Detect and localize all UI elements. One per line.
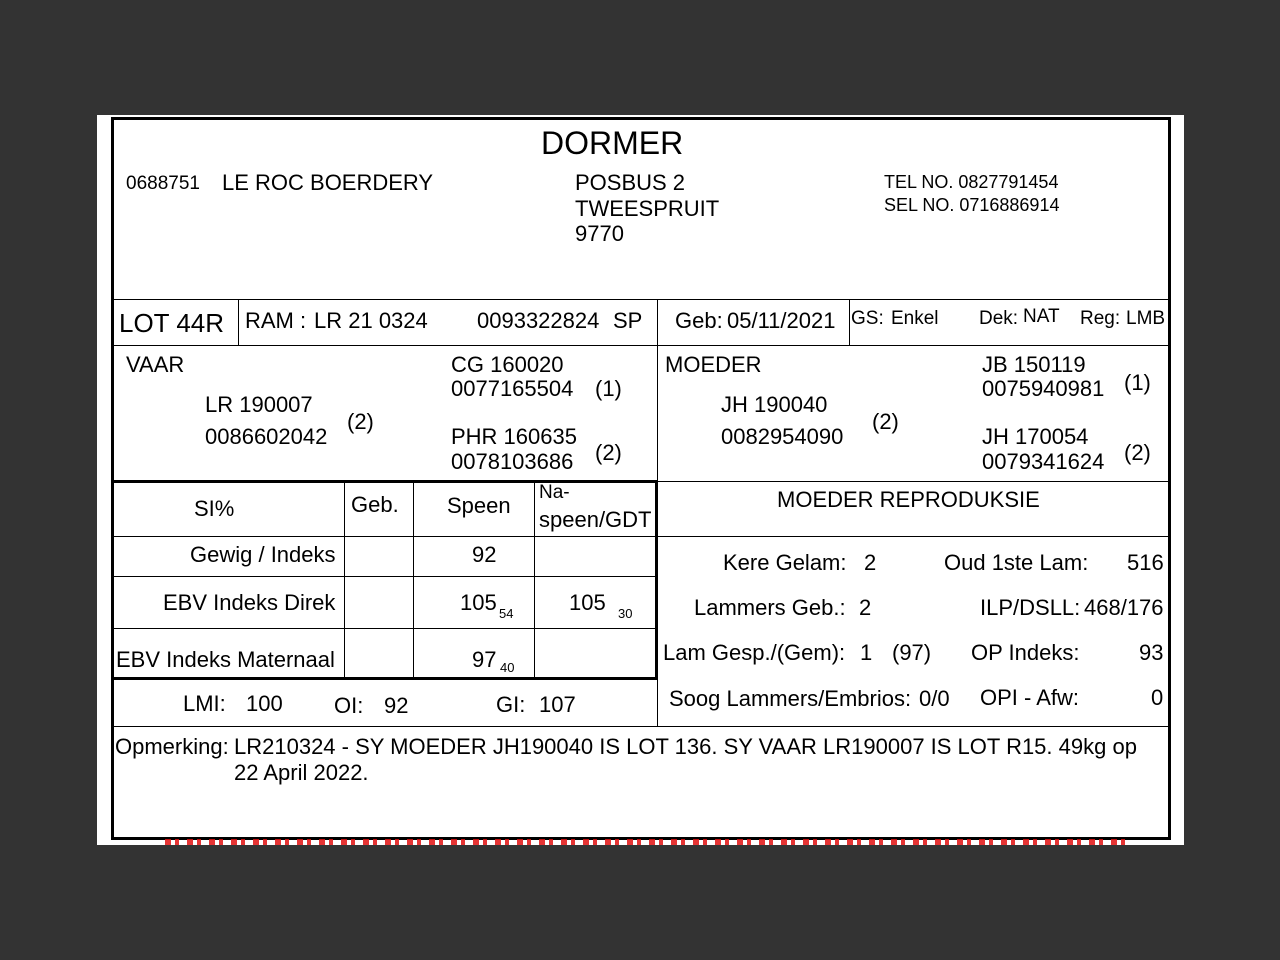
lam-gesp-label: Lam Gesp./(Gem): [663,640,846,665]
divider [238,299,239,345]
lammers-geb-label: Lammers Geb.: [694,595,846,620]
oi-label: OI: [334,693,364,718]
owner-address-1: POSBUS 2 [575,170,686,195]
vaar-mark: (2) [347,409,374,434]
divider [111,726,1171,727]
oud-label: Oud 1ste Lam: [944,550,1089,575]
oud-value: 516 [1127,550,1164,575]
remark-label: Opmerking: [115,734,229,759]
remark-line-2: 22 April 2022. [234,760,369,785]
divider [657,299,658,481]
row-label-ebv-maternaal: EBV Indeks Maternaal [116,647,335,672]
row-gewig-speen: 92 [472,542,497,567]
opi-label: OPI - Afw: [980,685,1080,710]
moeder-dam-id: JH 170054 [982,424,1089,449]
ram-id: LR 21 0324 [314,308,428,333]
si-table-right [655,481,658,678]
row-ebv-maternaal-speen: 97 [472,647,497,672]
vaar-id: LR 190007 [205,392,313,417]
divider [534,481,535,678]
lmi-label: LMI: [183,691,226,716]
remark-line-1: LR210324 - SY MOEDER JH190040 IS LOT 136. SY VAAR LR190007 IS LOT R15. 49kg op [234,734,1137,759]
moeder-mark: (2) [872,409,899,434]
ilp-label: ILP/DSLL: [980,595,1081,620]
divider [344,481,345,678]
moeder-label: MOEDER [665,352,762,377]
gs-label: GS: [851,308,884,329]
lam-gesp-gem: (97) [892,640,932,665]
geb-label: Geb: [675,308,723,333]
vaar-dam-mark: (2) [595,440,622,465]
reg-value: LMB [1126,308,1166,329]
moeder-id: JH 190040 [721,392,828,417]
soog-value: 0/0 [919,686,950,711]
si-header: SI% [194,496,235,521]
moeder-sire-number: 0075940981 [982,376,1105,401]
moeder-dam-mark: (2) [1124,440,1151,465]
reg-label: Reg: [1080,308,1121,329]
owner-tel: TEL NO. 0827791454 [884,172,1059,192]
owner-sel: SEL NO. 0716886914 [884,195,1060,215]
frame-left [111,117,114,840]
frame-top [111,117,1171,120]
si-table-bottom [111,677,658,680]
vaar-number: 0086602042 [205,424,328,449]
gs-value: Enkel [891,308,939,329]
row-ebv-direk-speen-sub: 54 [499,606,514,621]
owner-name: LE ROC BOERDERY [222,170,434,195]
moeder-sire-id: JB 150119 [982,352,1086,377]
gi-value: 107 [539,692,576,717]
owner-number: 0688751 [126,173,200,194]
moeder-number: 0082954090 [721,424,844,449]
breed-title: DORMER [541,125,684,161]
divider [658,481,1171,482]
divider [657,678,658,727]
reproduction-title: MOEDER REPRODUKSIE [777,487,1040,512]
naspeen-header-2: speen/GDT [539,507,652,532]
ram-sp: SP [613,308,643,333]
lot-card [97,115,1184,845]
divider [111,299,1171,300]
speen-header: Speen [447,493,511,518]
owner-address-3: 9770 [575,221,624,246]
kere-gelam-label: Kere Gelam: [723,550,847,575]
ram-id-number: 0093322824 [477,308,600,333]
row-ebv-direk-naspeen: 105 [569,590,606,615]
row-label-ebv-direk: EBV Indeks Direk [163,590,336,615]
vaar-sire-number: 0077165504 [451,376,574,401]
row-ebv-maternaal-speen-sub: 40 [500,660,515,675]
moeder-dam-number: 0079341624 [982,449,1105,474]
vaar-dam-id: PHR 160635 [451,424,577,449]
op-indeks-value: 93 [1139,640,1164,665]
lammers-geb-value: 2 [859,595,872,620]
si-table-top [111,480,658,483]
oi-value: 92 [384,693,409,718]
gi-label: GI: [496,692,526,717]
divider [111,576,657,577]
row-ebv-direk-naspeen-sub: 30 [618,606,633,621]
lot-number: LOT 44R [119,308,225,338]
frame-right [1168,117,1171,840]
dek-value: NAT [1023,306,1060,327]
divider [111,536,1171,537]
ilp-value: 468/176 [1084,595,1164,620]
ram-label: RAM : [245,308,307,333]
vaar-sire-mark: (1) [595,376,622,401]
row-label-gewig: Gewig / Indeks [190,542,336,567]
lam-gesp-value: 1 [860,640,873,665]
owner-address-2: TWEESPRUIT [575,196,720,221]
vaar-label: VAAR [126,352,185,377]
divider [413,481,414,678]
op-indeks-label: OP Indeks: [971,640,1080,665]
kere-gelam-value: 2 [864,550,877,575]
moeder-sire-mark: (1) [1124,370,1151,395]
lmi-value: 100 [246,691,283,716]
row-ebv-direk-speen: 105 [460,590,497,615]
geb-date: 05/11/2021 [727,308,836,333]
vaar-sire-id: CG 160020 [451,352,564,377]
divider [849,299,850,345]
dek-label: Dek: [979,308,1019,329]
opi-value: 0 [1151,685,1164,710]
naspeen-header-1: Na- [539,482,570,503]
vaar-dam-number: 0078103686 [451,449,574,474]
divider [111,345,1171,346]
soog-label: Soog Lammers/Embrios: [669,686,912,711]
geb-header: Geb. [351,492,399,517]
divider [111,628,657,629]
clipped-warning-strip [165,839,1125,845]
